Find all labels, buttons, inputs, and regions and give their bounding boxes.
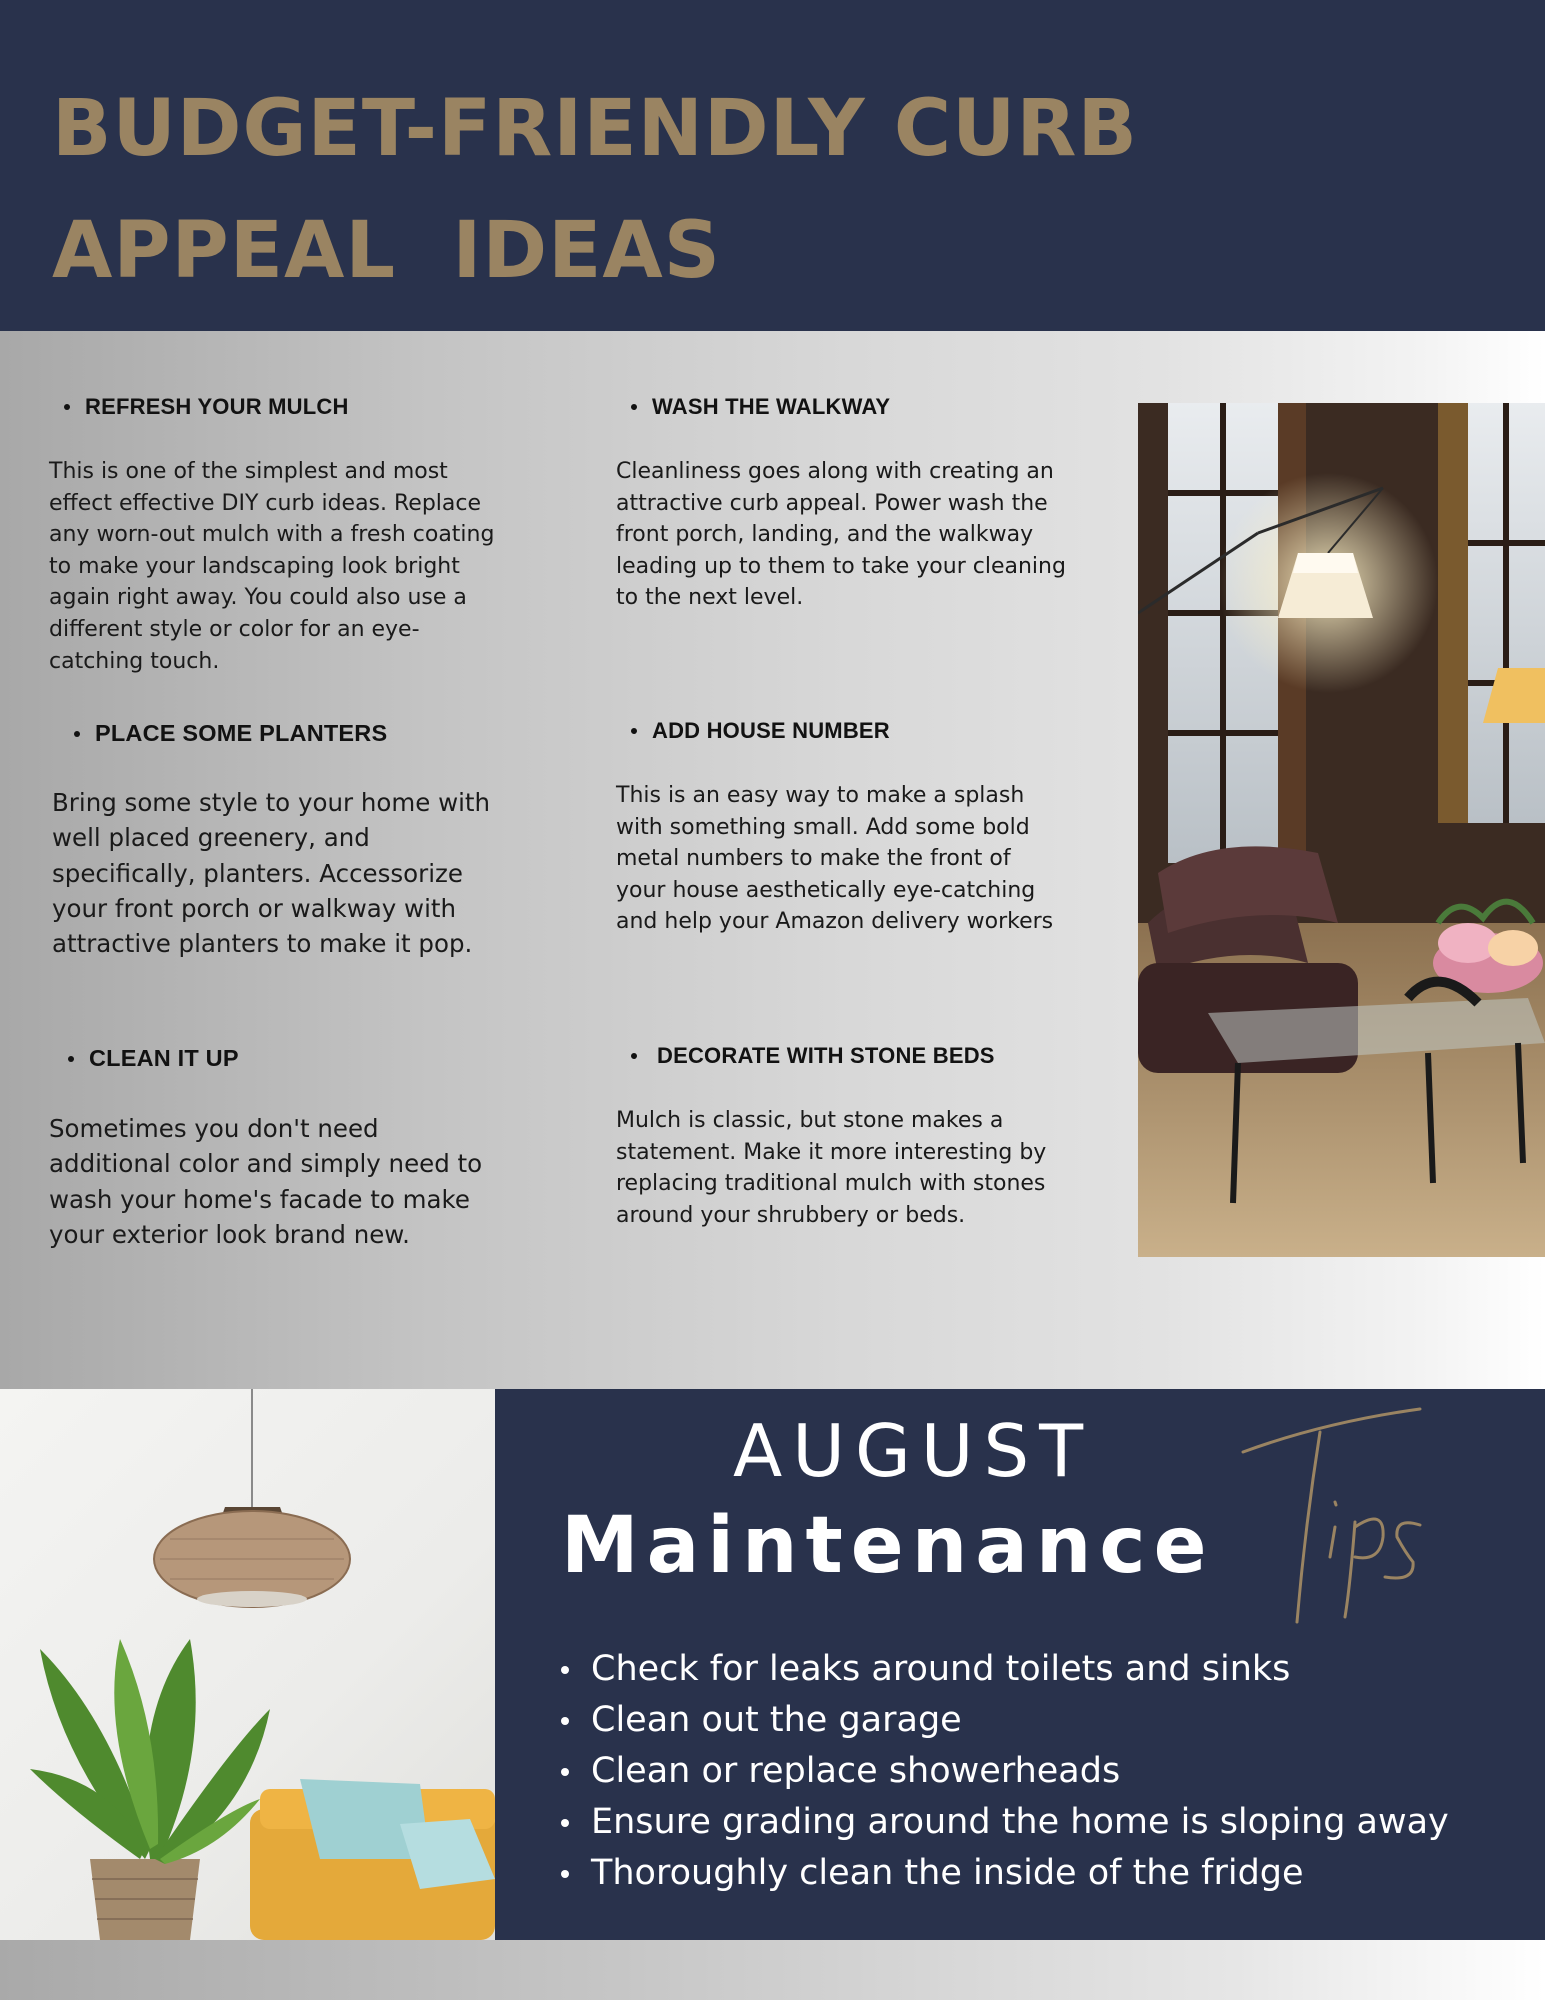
living-room-photo — [1138, 403, 1545, 1257]
interior-illustration — [0, 1389, 495, 1940]
idea-body: Bring some style to your home with well placed greenery, and specifically, planters. Accessorize your front porch or walkway with attractive planters to make it pop. — [52, 788, 491, 959]
tip-item: Clean out the garage — [561, 1695, 1449, 1746]
idea-body: Cleanliness goes along with creating an attractive curb appeal. Power wash the front porch, landing, and the walkway leading up to them to take your cleaning to the next level. — [616, 459, 1066, 611]
tip-item: Check for leaks around toilets and sinks — [561, 1644, 1449, 1695]
tips-script-word — [1235, 1407, 1425, 1627]
idea-heading: WASH THE WALKWAY — [631, 394, 1111, 420]
idea-place-planters — [74, 720, 574, 747]
idea-add-house-number — [631, 718, 1111, 744]
bullet-icon — [631, 404, 637, 410]
living-room-illustration — [1138, 403, 1545, 1257]
bullet-icon — [561, 1819, 569, 1827]
bullet-icon — [561, 1666, 569, 1674]
bullet-icon — [631, 728, 637, 734]
idea-heading: PLACE SOME PLANTERS — [74, 720, 574, 747]
idea-heading: ADD HOUSE NUMBER — [631, 718, 1111, 744]
idea-stone-beds — [631, 1043, 1131, 1069]
idea-refresh-mulch — [64, 394, 564, 420]
bullet-icon — [561, 1768, 569, 1776]
bullet-icon — [64, 404, 70, 410]
idea-wash-walkway — [631, 394, 1111, 420]
maintenance-tips-panel — [495, 1389, 1545, 1940]
tip-item: Thoroughly clean the inside of the fridge — [561, 1848, 1449, 1899]
header-banner — [0, 0, 1545, 331]
bullet-icon — [68, 1056, 74, 1062]
bullet-icon — [561, 1870, 569, 1878]
bullet-icon — [631, 1053, 637, 1059]
title-line-1: BUDGET-FRIENDLY CURB — [52, 84, 1138, 174]
bullet-icon — [561, 1717, 569, 1725]
tip-item: Ensure grading around the home is sloping away — [561, 1797, 1449, 1848]
idea-clean-it-up — [68, 1045, 568, 1072]
month-heading: AUGUST — [733, 1409, 1094, 1493]
footer-band — [0, 1940, 1545, 2000]
page-title — [52, 68, 1202, 312]
maintenance-heading: Maintenance — [561, 1501, 1215, 1591]
interior-photo — [0, 1389, 495, 1940]
idea-heading: DECORATE WITH STONE BEDS — [631, 1043, 1131, 1069]
idea-body: This is an easy way to make a splash with something small. Add some bold metal numbers to make the front of your house aesthetically eye-catching and help your Amazon delivery workers — [616, 783, 1054, 935]
bullet-icon — [74, 731, 80, 737]
idea-body: This is one of the simplest and most effect effective DIY curb ideas. Replace any worn-out mulch with a fresh coating to make your landscaping look bright again right away. You could also use a different style or color for an eye- catching touch. — [49, 459, 495, 674]
title-line-2: APPEAL IDEAS — [52, 206, 721, 296]
idea-heading: REFRESH YOUR MULCH — [64, 394, 564, 420]
tips-list — [561, 1644, 1449, 1899]
tip-item: Clean or replace showerheads — [561, 1746, 1449, 1797]
idea-heading: CLEAN IT UP — [68, 1045, 568, 1072]
idea-body: Sometimes you don't need additional color and simply need to wash your home's facade to make your exterior look brand new. — [49, 1114, 483, 1249]
idea-body: Mulch is classic, but stone makes a statement. Make it more interesting by replacing traditional mulch with stones around your shrubbery or beds. — [616, 1108, 1047, 1228]
